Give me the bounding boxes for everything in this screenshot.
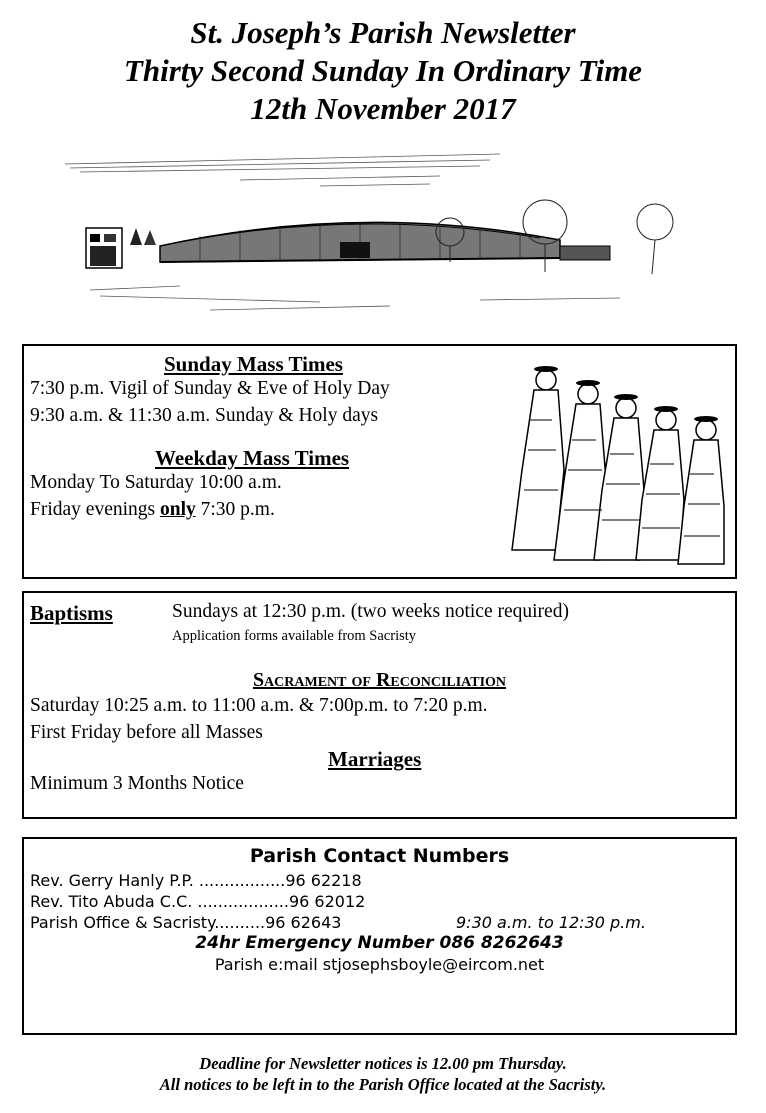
reconciliation-line: First Friday before all Masses — [30, 722, 263, 743]
office-hours: 9:30 a.m. to 12:30 p.m. — [456, 913, 646, 932]
marriages-heading: Marriages — [328, 747, 422, 771]
contact-title: Parish Contact Numbers — [249, 845, 510, 867]
reconciliation-heading: Sacrament of Reconciliation — [252, 669, 507, 691]
church-drawing — [60, 150, 710, 320]
contact-row: Parish Office & Sacristy..........96 62643 — [30, 913, 342, 932]
sunday-mass-heading: Sunday Mass Times — [164, 352, 343, 376]
parish-email: Parish e:mail stjosephsboyle@eircom.net — [214, 955, 545, 974]
newsletter-header — [0, 14, 766, 128]
baptisms-note: Application forms available from Sacristy — [172, 628, 417, 644]
baptisms-text: Sundays at 12:30 p.m. (two weeks notice required) — [172, 601, 569, 622]
five-women-drawing — [508, 360, 728, 566]
sacraments-box — [22, 591, 737, 819]
newsletter-title: St. Joseph’s Parish Newsletter — [190, 15, 576, 50]
contact-row: Rev. Gerry Hanly P.P. .................96 62218 — [30, 871, 362, 890]
emergency-number: 24hr Emergency Number 086 8262643 — [195, 933, 564, 953]
footer-notices: All notices to be left in to the Parish Office located at the Sacristy. — [159, 1075, 607, 1094]
weekday-mass-line — [30, 499, 275, 521]
contact-box — [22, 837, 737, 1035]
reconciliation-line: Saturday 10:25 a.m. to 11:00 a.m. & 7:00p.m. to 7:20 p.m. — [30, 695, 488, 716]
weekday-mass-line: Monday To Saturday 10:00 a.m. — [30, 472, 282, 493]
marriages-text: Minimum 3 Months Notice — [30, 773, 244, 794]
weekday-text: Friday evenings — [30, 499, 160, 520]
reconciliation-heading-row — [24, 669, 735, 692]
newsletter-footer — [0, 1053, 766, 1095]
contact-row: Rev. Tito Abuda C.C. ..................96 62012 — [30, 892, 366, 911]
weekday-time: 7:30 p.m. — [195, 499, 275, 520]
footer-deadline: Deadline for Newsletter notices is 12.00 pm Thursday. — [199, 1054, 567, 1073]
newsletter-subtitle: Thirty Second Sunday In Ordinary Time — [123, 53, 643, 88]
newsletter-date: 12th November 2017 — [250, 91, 516, 126]
only-emphasis: only — [159, 499, 196, 520]
weekday-mass-heading: Weekday Mass Times — [155, 446, 350, 470]
sunday-mass-line: 9:30 a.m. & 11:30 a.m. Sunday & Holy days — [30, 405, 379, 426]
sunday-mass-line: 7:30 p.m. Vigil of Sunday & Eve of Holy Day — [30, 378, 390, 399]
baptisms-heading: Baptisms — [30, 601, 113, 625]
mass-times-box — [22, 344, 737, 579]
